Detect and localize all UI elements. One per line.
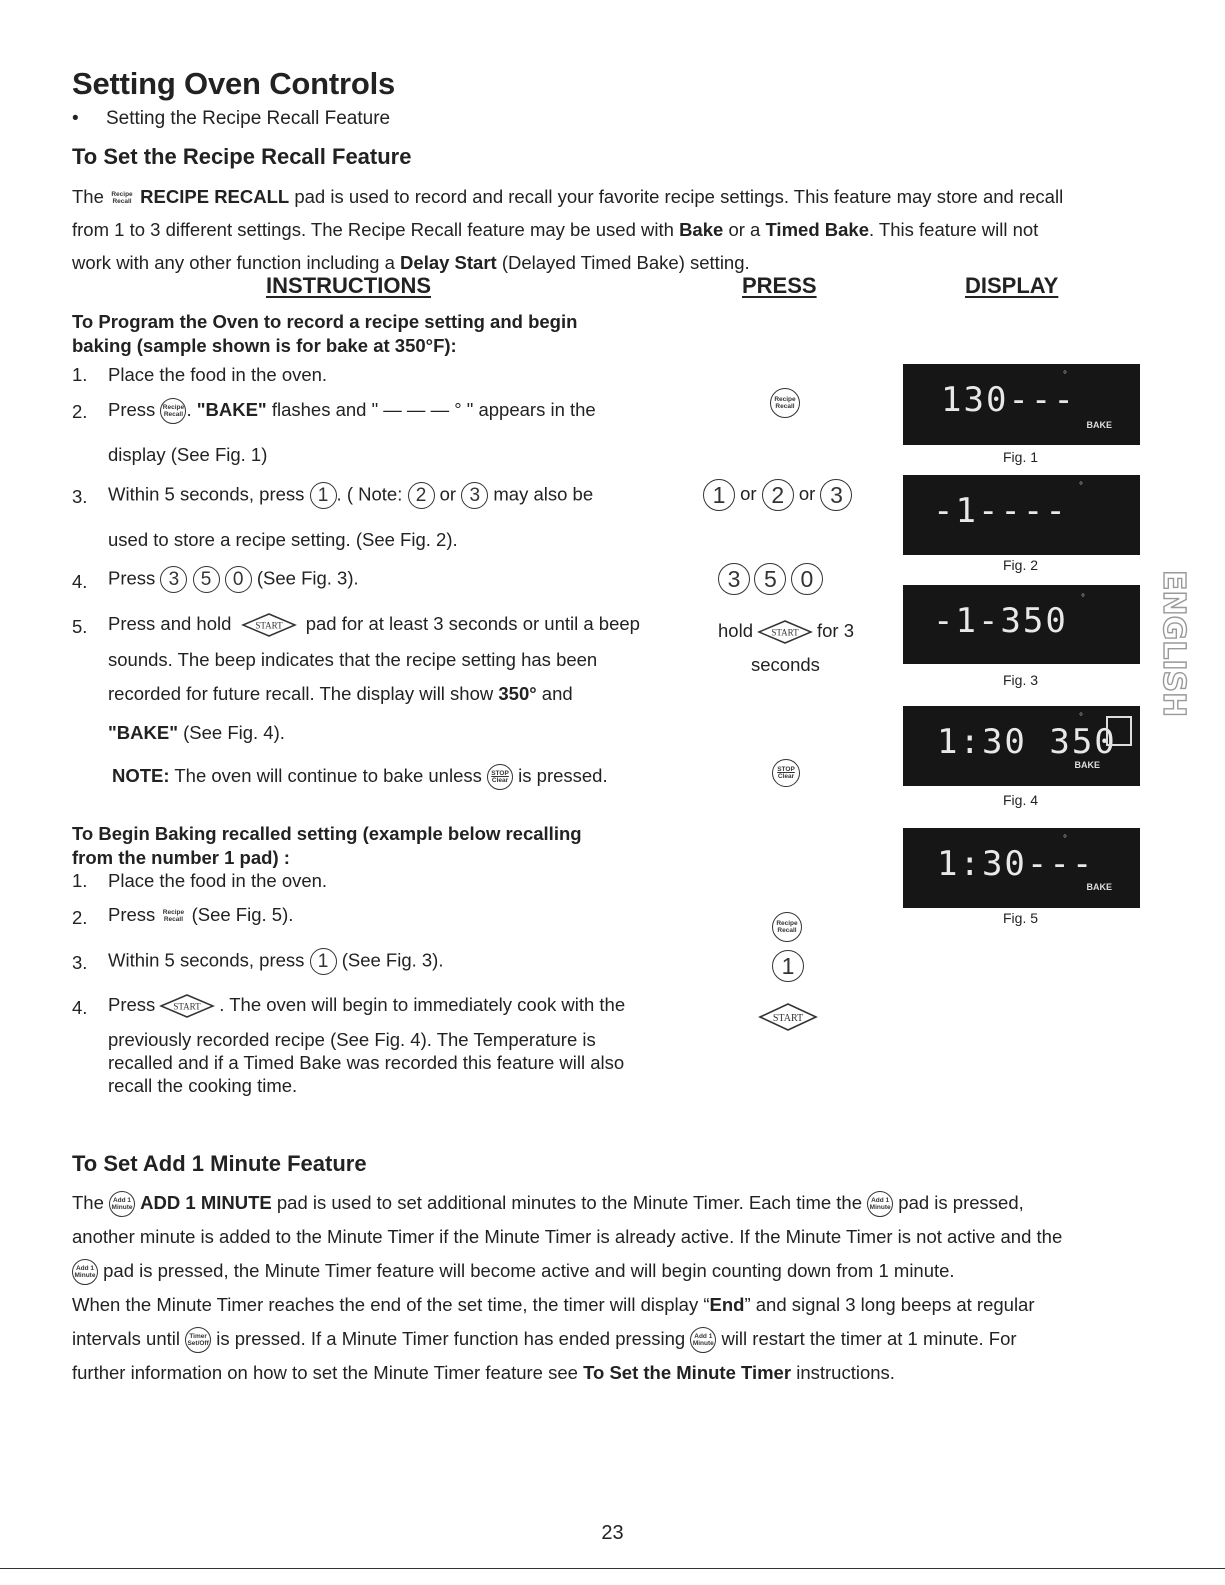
instructions-column-header: INSTRUCTIONS: [266, 273, 431, 298]
stop-clear-pad-icon: STOP Clear: [487, 764, 513, 790]
digit-3-pad-icon: 3: [820, 479, 852, 511]
digit-1-pad-icon: 1: [310, 482, 337, 509]
display-fig-2: -1---- °: [903, 475, 1140, 555]
recipe-recall-heading: To Set the Recipe Recall Feature: [72, 144, 412, 169]
subtitle-bullet: • Setting the Recipe Recall Feature: [72, 108, 391, 129]
press-seconds-label: seconds: [751, 654, 820, 675]
program-step-2-cont: display (See Fig. 1): [108, 444, 268, 465]
fig-5-caption: Fig. 5: [1003, 910, 1039, 926]
fig-1-caption: Fig. 1: [1003, 449, 1039, 465]
display-fig-3: -1-350 °: [903, 585, 1140, 664]
digit-1-pad-icon: 1: [703, 479, 735, 511]
program-step-5-cont: sounds. The beep indicates that the recipe setting has been: [108, 649, 598, 670]
display-fig-5: 1:30--- ° BAKE: [903, 828, 1140, 908]
program-note: NOTE: The oven will continue to bake unless STOP Clear is pressed.: [112, 764, 608, 790]
digit-2-pad-icon: 2: [762, 479, 794, 511]
digit-0-pad-icon: 0: [225, 566, 252, 593]
begin-step-1: Place the food in the oven.: [108, 870, 328, 891]
step-number: 3.: [72, 952, 88, 973]
display-fig-1: 130--- ° BAKE: [903, 364, 1140, 445]
press-hold-start: hold START for 3: [718, 619, 854, 645]
fig-2-caption: Fig. 2: [1003, 557, 1039, 573]
digit-0-pad-icon: 0: [791, 563, 823, 595]
program-step-5-cont2: recorded for future recall. The display will show 350° and: [108, 683, 573, 704]
begin-heading: To Begin Baking recalled setting (example below recalling from the number 1 pad) :: [72, 823, 582, 868]
svg-text:START: START: [772, 1013, 804, 1024]
start-pad-icon: [155, 993, 219, 1019]
step-number: 2.: [72, 907, 88, 928]
program-step-4: Press 3 5 0 (See Fig. 3).: [108, 566, 359, 593]
add-1-minute-pad-icon: Add 1 Minute: [867, 1191, 893, 1217]
program-heading: To Program the Oven to record a recipe setting and begin baking (sample shown is for bake at 350°F):: [72, 311, 578, 356]
add-1-minute-pad-icon: Add 1 Minute: [109, 1191, 135, 1217]
digit-5-pad-icon: 5: [754, 563, 786, 595]
begin-step-4-cont3: recall the cooking time.: [108, 1075, 298, 1096]
digit-5-pad-icon: 5: [193, 566, 220, 593]
recipe-recall-intro: The Recipe Recall RECIPE RECALL pad is used to record and recall your favorite recipe settings. This feature may store and recall from 1 to 3 different settings. The Recipe Recall feature may be used with Bake or a Timed Bake. This feature will not work with any other function including a Delay Start (Delayed Timed Bake) setting.: [72, 186, 1064, 273]
digit-3-pad-icon: 3: [160, 566, 187, 593]
begin-step-3: Within 5 seconds, press 1 (See Fig. 3).: [108, 948, 443, 975]
program-step-1: Place the food in the oven.: [108, 364, 328, 385]
press-column-header: PRESS: [742, 273, 817, 298]
svg-text:START: START: [771, 627, 799, 638]
timer-set-off-pad-icon: Timer Set/Off: [185, 1327, 211, 1353]
press-digit-1-icon: 1: [772, 950, 804, 982]
digit-3-pad-icon: 3: [461, 482, 488, 509]
fig-4-caption: Fig. 4: [1003, 792, 1039, 808]
press-recipe-recall-icon: Recipe Recall: [772, 912, 802, 942]
step-number: 4.: [72, 571, 88, 592]
digit-2-pad-icon: 2: [408, 482, 435, 509]
begin-step-4-cont2: recalled and if a Timed Bake was recorded this feature will also: [108, 1052, 625, 1073]
svg-text:START: START: [173, 1001, 201, 1012]
add-1-minute-pad-icon: Add 1 Minute: [72, 1259, 98, 1285]
start-pad-icon: [753, 619, 817, 645]
digit-1-pad-icon: 1: [310, 948, 337, 975]
begin-step-4-cont: previously recorded recipe (See Fig. 4). The Temperature is: [108, 1029, 596, 1050]
display-column-header: DISPLAY: [965, 273, 1059, 298]
program-step-5: Press and hold START pad for at least 3 seconds or until a beep: [108, 612, 640, 638]
svg-text:START: START: [254, 620, 283, 631]
recipe-recall-pad-icon: Recipe Recall: [111, 191, 133, 206]
press-digit-choice: 1 or 2 or 3: [703, 479, 852, 511]
recipe-recall-pad-icon: Recipe Recall: [162, 909, 185, 923]
step-number: 4.: [72, 997, 88, 1018]
add-1-minute-pad-icon: Add 1 Minute: [690, 1327, 716, 1353]
page-title: Setting Oven Controls: [72, 66, 396, 101]
display-fig-4: 1:30 350 ° BAKE: [903, 706, 1140, 786]
recipe-recall-pad-icon: Recipe Recall: [160, 398, 186, 424]
press-start-icon: [756, 1002, 820, 1032]
begin-step-4: Press START . The oven will begin to immediately cook with the: [108, 993, 625, 1019]
digit-3-pad-icon: 3: [718, 563, 750, 595]
begin-step-2: Press Recipe Recall (See Fig. 5).: [108, 903, 293, 929]
start-pad-icon: [237, 612, 301, 638]
bottom-rule: [0, 1568, 1225, 1569]
step-number: 2.: [72, 401, 88, 422]
program-step-5-cont3: "BAKE" (See Fig. 4).: [108, 722, 285, 743]
press-recipe-recall-icon: Recipe Recall: [770, 388, 800, 418]
fig-3-caption: Fig. 3: [1003, 672, 1039, 688]
add-minute-heading: To Set Add 1 Minute Feature: [72, 1151, 367, 1176]
step-number: 1.: [72, 870, 88, 891]
press-stop-clear-icon: STOP Clear: [772, 759, 800, 787]
add-minute-body: The Add 1 Minute ADD 1 MINUTE pad is used to set additional minutes to the Minute Timer. Each time the Add 1 Minute pad is pressed, another minute is added to the Minute Timer if the Minute Timer is already active. If the Minute Timer is not active and the Add 1 Minute pad is pressed, the Minute Timer feature will become active and will begin counting down from 1 minute. When the Minute Timer reaches the end of the set time, the timer will display “End” and signal 3 long beeps at regular intervals until Timer Set/Off is pressed. If a Minute Timer function has ended pressing Add 1 Minute will restart the timer at 1 minute. For further information on how to set the Minute Timer feature see To Set the Minute Timer instructions.: [72, 1192, 1063, 1383]
program-step-2: Press Recipe Recall . "BAKE" flashes and " — — — ° " appears in the: [108, 398, 596, 424]
program-step-3-cont: used to store a recipe setting. (See Fig. 2).: [108, 529, 458, 550]
page-number: 23: [601, 1522, 624, 1544]
step-number: 3.: [72, 486, 88, 507]
press-digit-sequence: [718, 563, 823, 595]
step-number: 1.: [72, 364, 88, 385]
language-side-tab: ENGLISH: [1156, 570, 1191, 718]
program-step-3: Within 5 seconds, press 1 . ( Note: 2 or 3 may also be: [108, 482, 593, 509]
step-number: 5.: [72, 616, 88, 637]
